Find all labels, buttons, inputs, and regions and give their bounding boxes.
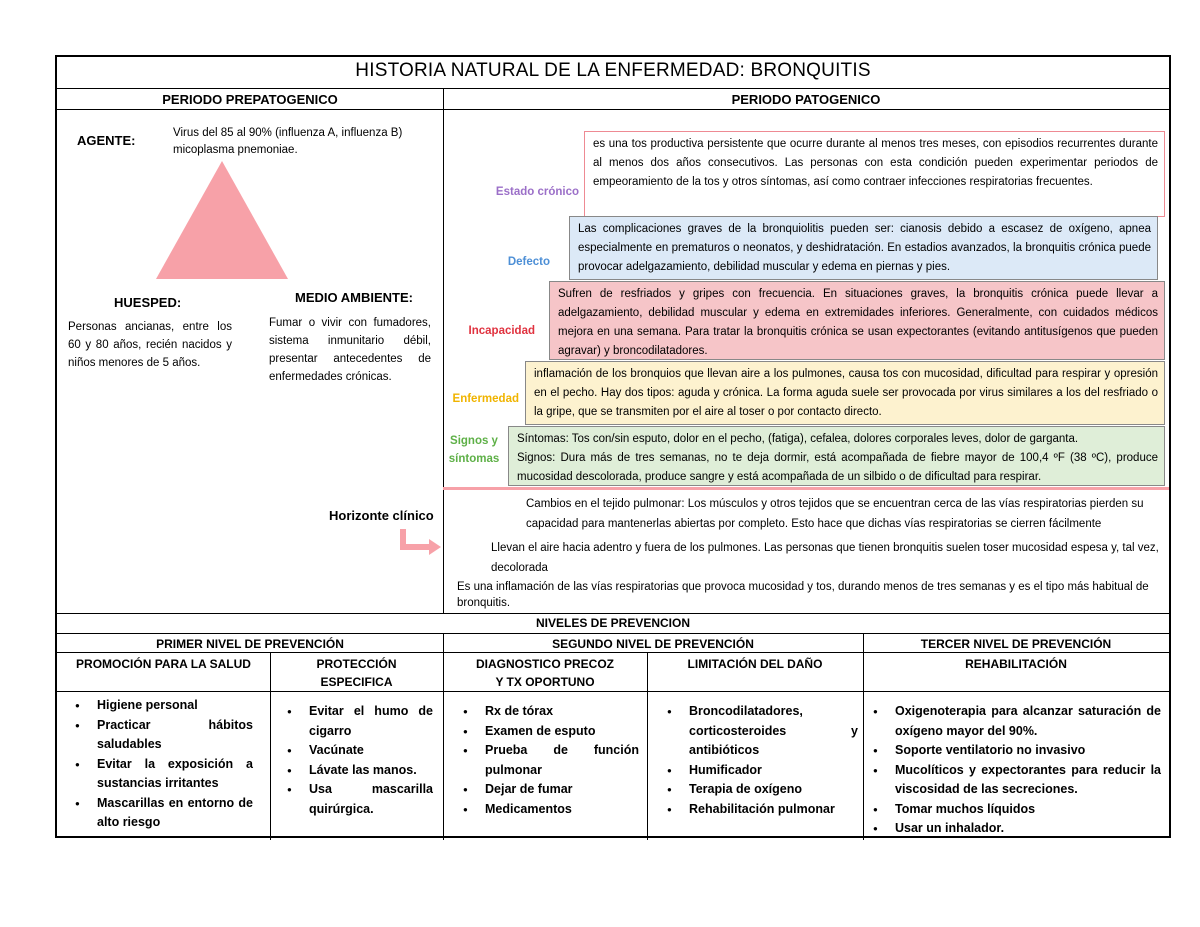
primary-level-heading: PRIMER NIVEL DE PREVENCIÓN xyxy=(156,637,344,651)
stage-box-signs: Síntomas: Tos con/sin esputo, dolor en el pecho, (fatiga), cefalea, dolores corporales leves, dolor de garganta. Signos: Dura más de tres semanas, no te deja dormir, está acompañada de fiebre mayor de 100,4 ºF (38 ºC), produce mucosidad descolorada, produce sangre y está acompañada de un silbido o de dificultad para respirar. xyxy=(508,426,1165,486)
clinical-horizon-line xyxy=(443,487,1169,490)
list-item: ● Mascarillas en entorno de alto riesgo xyxy=(71,794,253,833)
agent-text: Virus del 85 al 90% (influenza A, influenza B) micoplasma pnemoniae. xyxy=(173,127,403,156)
divider xyxy=(647,652,648,840)
tertiary-level-heading: TERCER NIVEL DE PREVENCIÓN xyxy=(920,637,1112,651)
list-item: ● Rehabilitación pulmonar xyxy=(663,800,858,820)
document-sheet xyxy=(55,55,1171,838)
list-item: ● Evitar el humo de cigarro xyxy=(283,702,433,741)
list-item: ● Evitar la exposición a sustancias irritantes xyxy=(71,755,253,794)
stage-label-signs: Signos y síntomas xyxy=(448,435,500,465)
specific-protection-heading: PROTECCIÓN ESPECIFICA xyxy=(316,657,397,689)
subclinical-text-1: Cambios en el tejido pulmonar: Los músculos y otros tejidos que se encuentran cerca de las vías respiratorias pierden su capacidad para mantenerlas abiertas por completo. Esto hace que dichas vías respiratorias se cierren fácilmente xyxy=(526,498,1144,530)
list-item: ● Prueba de función pulmonar xyxy=(459,741,639,780)
early-diagnosis-heading: DIAGNOSTICO PRECOZ Y TX OPORTUNO xyxy=(475,657,614,689)
specific-protection-list xyxy=(283,702,433,819)
list-item: ● Terapia de oxígeno xyxy=(663,780,858,800)
early-diagnosis-list xyxy=(459,702,639,819)
pathogenic-heading: PERIODO PATOGENICO xyxy=(731,92,881,107)
divider xyxy=(57,652,1169,653)
prepatogenic-heading: PERIODO PREPATOGENICO xyxy=(162,92,338,107)
list-item: ● Practicar hábitos saludables xyxy=(71,716,253,755)
divider xyxy=(57,88,1169,89)
health-promotion-heading: PROMOCIÓN PARA LA SALUD xyxy=(76,657,251,671)
divider xyxy=(57,691,1169,692)
stage-box-disease: inflamación de los bronquios que llevan aire a los pulmones, causa tos con mucosidad, dificultad para respirar y opresión en el pecho. Hay dos tipos: aguda y crónica. La forma aguda suele ser provocada por virus similares a los del resfriado o la gripe, que se transmiten por el aire al toser o por contacto directo. xyxy=(525,361,1165,425)
list-item: ● Examen de esputo xyxy=(459,722,639,742)
stage-box-disability: Sufren de resfriados y gripes con frecuencia. En situaciones graves, la bronquitis crónica puede llevar a adelgazamiento, debilidad muscular y edema en extremidades inferiores. Generalmente, con cuidados médicos mejora en una semana. Para tratar la bronquitis crónica se usan expectorantes (evitando antitusígenos que pueden agravar) y broncodilatadores. xyxy=(549,281,1165,360)
stage-label-disability: Incapacidad xyxy=(468,325,535,337)
stage-label-disease: Enfermedad xyxy=(452,393,519,405)
list-item: ● Usar un inhalador. xyxy=(869,819,1161,839)
list-item: ● Oxigenoterapia para alcanzar saturación de oxígeno mayor del 90%. xyxy=(869,702,1161,741)
damage-limitation-heading: LIMITACIÓN DEL DAÑO xyxy=(687,657,823,671)
arrow-right-icon xyxy=(397,527,445,557)
damage-limitation-list xyxy=(663,702,858,819)
list-item: ● Tomar muchos líquidos xyxy=(869,800,1161,820)
document-title: HISTORIA NATURAL DE LA ENFERMEDAD: BRONQUITIS xyxy=(355,60,871,81)
environment-label: MEDIO AMBIENTE: xyxy=(295,290,413,305)
divider xyxy=(57,613,1169,614)
prevention-heading: NIVELES DE PREVENCION xyxy=(535,616,691,630)
host-text: Personas ancianas, entre los 60 y 80 años, recién nacidos y niños menores de 5 años. xyxy=(68,321,232,369)
secondary-level-heading: SEGUNDO NIVEL DE PREVENCIÓN xyxy=(552,637,754,651)
subclinical-text-2: Llevan el aire hacia adentro y fuera de los pulmones. Las personas que tienen bronquitis suelen toser mucosidad espesa y, tal vez, decolorada xyxy=(491,542,1159,574)
subclinical-text-3: Es una inflamación de las vías respiratorias que provoca mucosidad y tos, durando menos de tres semanas y es el tipo más habitual de bronquitis. xyxy=(457,581,1149,609)
epidemiologic-triangle xyxy=(156,161,288,279)
list-item: ● Humificador xyxy=(663,761,858,781)
stage-label-defect: Defecto xyxy=(507,256,550,268)
stage-label-chronic: Estado crónico xyxy=(495,186,579,198)
stage-box-defect: Las complicaciones graves de la bronquiolitis pueden ser: cianosis debido a escasez de oxígeno, apnea especialmente en prematuros o neonatos, y deshidratación. En estadios avanzados, la bronquitis crónica puede provocar adelgazamiento, debilidad muscular y edema en piernas y pies. xyxy=(569,216,1158,280)
list-item: ● Lávate las manos. xyxy=(283,761,433,781)
list-item: ● Higiene personal xyxy=(71,696,253,716)
rehabilitation-heading: REHABILITACIÓN xyxy=(965,657,1067,671)
list-item: ● Mucolíticos y expectorantes para reducir la viscosidad de las secreciones. xyxy=(869,761,1161,800)
rehabilitation-list xyxy=(869,702,1161,839)
clinical-horizon-label: Horizonte clínico xyxy=(329,508,434,523)
list-item: ● Medicamentos xyxy=(459,800,639,820)
divider xyxy=(57,633,1169,634)
stage-box-chronic: es una tos productiva persistente que ocurre durante al menos tres meses, con episodios recurrentes durante al menos dos años consecutivos. Las personas con esta condición pueden experimentar periodos de empeoramiento de la tos y otros síntomas, así como contraer infecciones respiratorias frecuentes. xyxy=(584,131,1165,217)
health-promotion-list xyxy=(71,696,253,833)
list-item: ● Usa mascarilla quirúrgica. xyxy=(283,780,433,819)
agent-label: AGENTE: xyxy=(77,133,136,148)
list-item: ● Vacúnate xyxy=(283,741,433,761)
environment-text: Fumar o vivir con fumadores, sistema inmunitario débil, presentar antecedentes de enfermedades crónicas. xyxy=(269,317,431,383)
list-item: ● Soporte ventilatorio no invasivo xyxy=(869,741,1161,761)
list-item: ● Dejar de fumar xyxy=(459,780,639,800)
host-label: HUESPED: xyxy=(114,295,182,310)
list-item: ● Rx de tórax xyxy=(459,702,639,722)
divider xyxy=(57,109,1169,110)
list-item: ● Broncodilatadores, corticosteroides y antibióticos xyxy=(663,702,858,761)
